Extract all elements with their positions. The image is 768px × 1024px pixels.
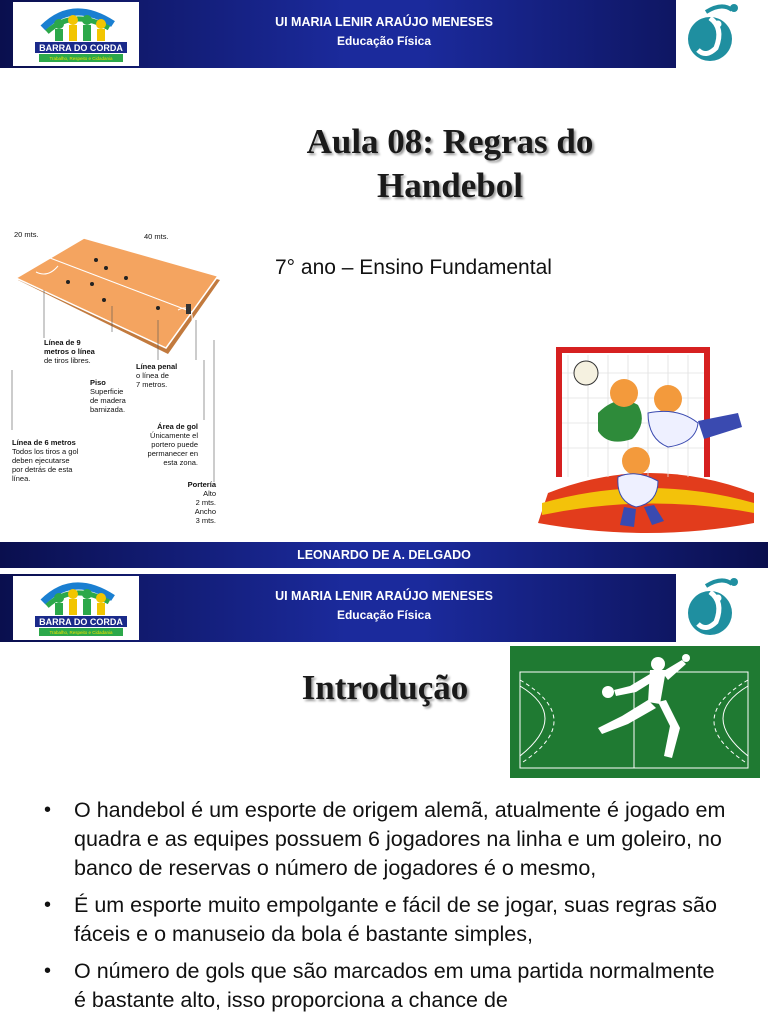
footer-bar: LEONARDO DE A. DELGADO (0, 542, 768, 568)
label-line-6m: Línea de 6 metros Todos los tiros a gol deben ejecutarse por detrás de esta línea. (12, 438, 79, 483)
intro-title: Introdução (301, 668, 469, 707)
bullet-item: • O número de gols que são marcados em uma partida normalmente é bastante alto, isso proporciona a chance de (44, 959, 715, 1012)
institution-name: UI MARIA LENIR ARAÚJO MENESES (275, 15, 493, 29)
subject-name-2: Educação Física (336, 608, 432, 622)
barra-do-corda-logo-2 (13, 576, 139, 640)
court-diagram (8, 220, 248, 535)
bullet-dot: • (44, 894, 52, 916)
lesson-title-line1: Aula 08: Regras do (306, 122, 594, 161)
intro-bullet-list (40, 796, 730, 1023)
label-goal: Portería Alto 2 mts. Ancho 3 mts. (187, 480, 216, 525)
bullet-dot: • (44, 960, 52, 982)
logo-left-tagline-2: Trabalho, Respeito e Cidadania (49, 630, 113, 635)
lesson-title (250, 120, 650, 208)
handball-player-logo (676, 0, 768, 68)
label-penal-line: Línea penal o línea de 7 metros. (136, 362, 178, 389)
lesson-title-line2: Handebol (377, 166, 523, 205)
label-line-9m: Línea de 9 metros o línea de tiros libres. (44, 338, 95, 365)
bullet-dot: • (44, 799, 52, 821)
barra-do-corda-logo (13, 2, 139, 66)
label-floor: Piso Superficie de madera barnizada. (90, 378, 126, 414)
handball-cartoon (528, 343, 764, 535)
logo-left-tagline: Trabalho, Respeito e Cidadania (49, 56, 113, 61)
grade-subtitle: 7° ano – Ensino Fundamental (275, 256, 552, 279)
slide-2 (0, 574, 768, 1024)
logo-left-text: BARRA DO CORDA (39, 43, 123, 53)
logo-left-text-2: BARRA DO CORDA (39, 617, 123, 627)
court-width-label: 20 mts. (14, 230, 39, 239)
court-length-label: 40 mts. (144, 232, 169, 241)
bullet-item: • É um esporte muito empolgante e fácil de se jogar, suas regras são fáceis e o manuseio da bola é bastante simples, (44, 893, 717, 946)
label-goal-area: Área de gol Únicamente el portero puede permanecer en esta zona. (147, 422, 198, 467)
subject-name: Educação Física (336, 34, 432, 48)
bullet-item: • O handebol é um esporte de origem alemã, atualmente é jogado em quadra e as equipes possuem 6 jogadores na linha e um goleiro, no banco de reservas o número de jogadores é o mesmo, (44, 798, 726, 880)
handball-player-logo-2 (676, 574, 768, 642)
handball-field-image (510, 646, 760, 778)
institution-name-2: UI MARIA LENIR ARAÚJO MENESES (275, 589, 493, 603)
